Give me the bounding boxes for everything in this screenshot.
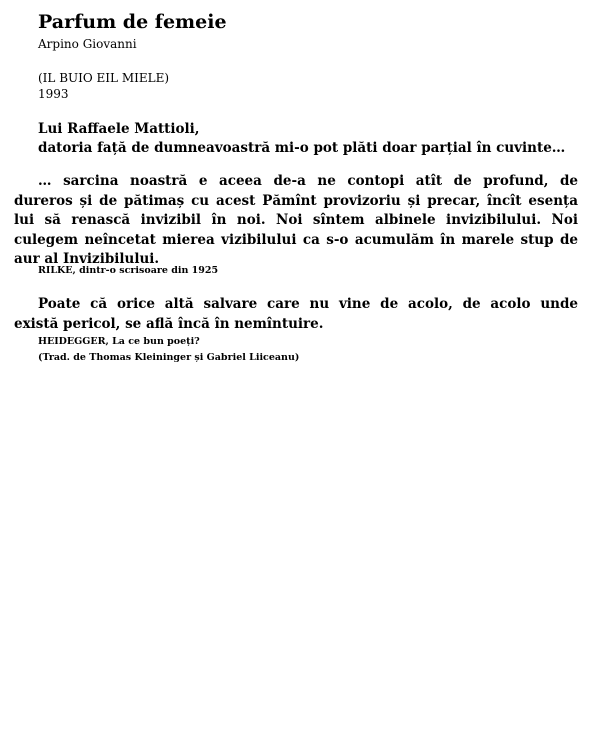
original-title: (IL BUIO EIL MIELE) [38,71,170,85]
translation-credit: (Trad. de Thomas Kleininger și Gabriel Liiceanu) [38,352,300,363]
dedication [38,120,565,158]
quote-line: aur al Invizibilului. [14,251,160,267]
quote-line: există pericol, se află încă în nemîntuire. [14,315,324,332]
dedication-line: Lui Raffaele Mattioli, [38,121,200,137]
publication-year: 1993 [38,87,69,101]
quote-line: culegem neîncetat mierea vizibilului ca s-o acumulăm în marele stup de [14,231,578,248]
book-title: Parfum de femeie [38,11,227,33]
quote-line: lui să renască invizibil în noi. Noi sîntem albinele invizibilului. Noi [14,212,578,228]
quote-source-rilke: RILKE, dintr-o scrisoare din 1925 [38,265,219,276]
quote-line: … sarcina noastră e aceea de-a ne contopi atît de profund, de [38,173,578,189]
epigraph-quote-rilke [14,172,578,270]
quote-line: dureros și de pătimaș cu acest Pămînt provizoriu și precar, încît esența [14,192,578,209]
epigraph-quote-heidegger [14,295,578,334]
dedication-line: datoria față de dumneavoastră mi-o pot plăti doar parțial în cuvinte… [38,140,566,156]
quote-line: Poate că orice altă salvare care nu vine de acolo, de acolo unde [38,296,578,312]
quote-source-heidegger: HEIDEGGER, La ce bun poeți? [38,336,200,347]
book-author: Arpino Giovanni [38,37,137,51]
